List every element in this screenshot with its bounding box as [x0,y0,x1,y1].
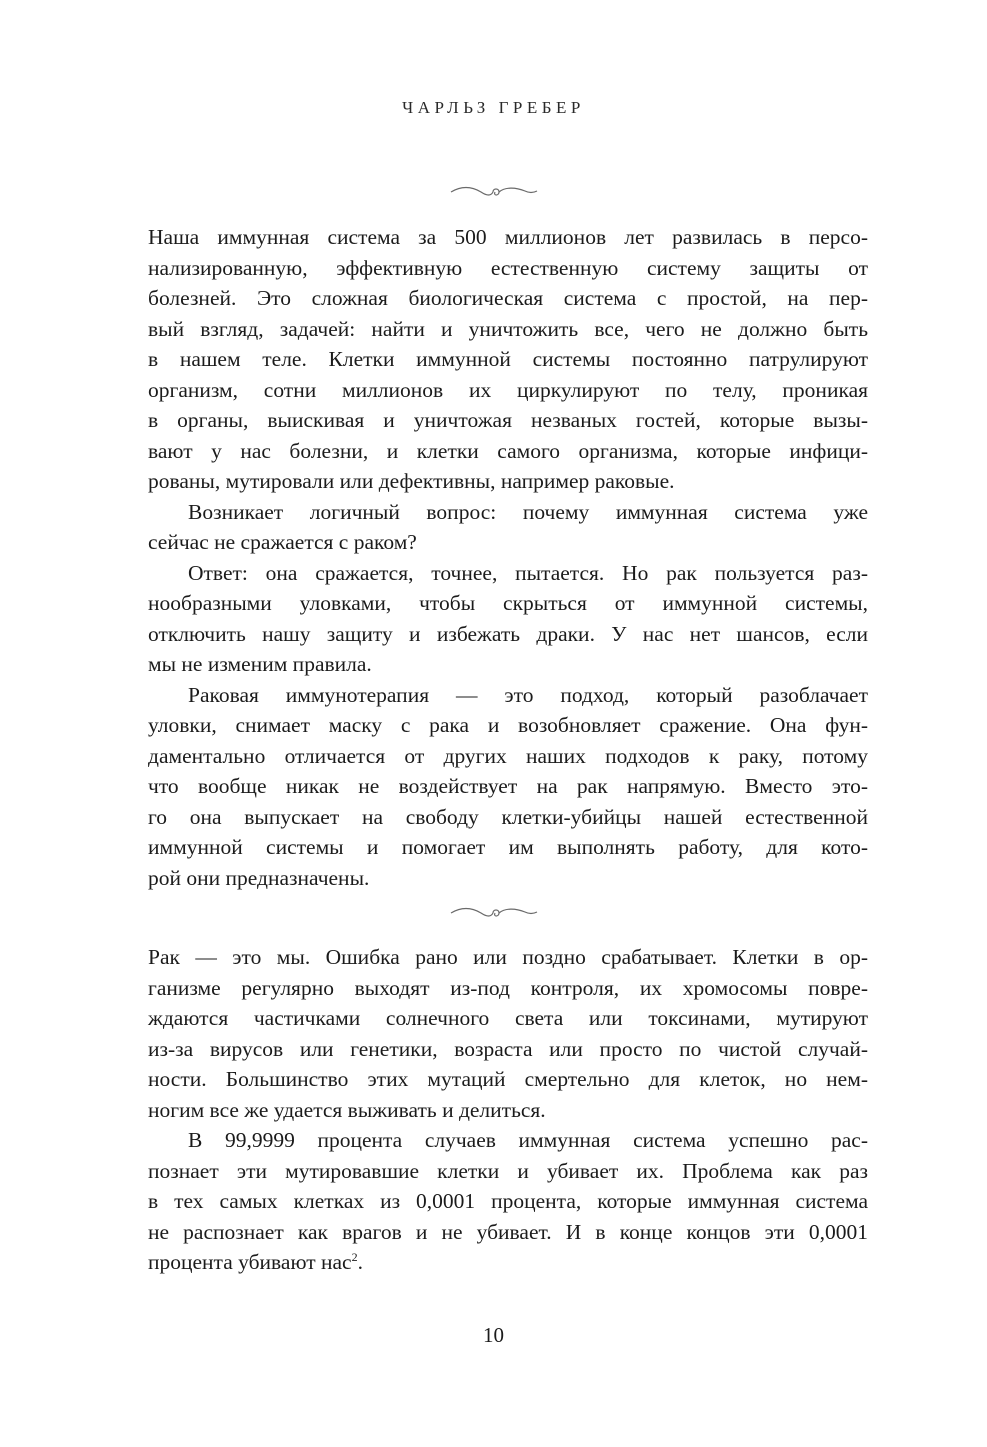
text-line: мы не изменим правила. [148,652,372,676]
text-line: иммунной системы и помогает им выполнять работу, для кото- [148,835,868,859]
text-line: Рак — это мы. Ошибка рано или поздно срабатывает. Клетки в ор- [148,945,868,969]
text-line: уловки, снимает маску с рака и возобновляет сражение. Она фун- [148,713,868,737]
text-line: вают у нас болезни, и клетки самого организма, которые инфици- [148,438,868,463]
text-line: Возникает логичный вопрос: почему иммунная система уже [188,499,868,524]
text-line: не распознает как врагов и не убивает. И в конце концов эти 0,0001 [148,1219,868,1244]
text-line: Раковая иммунотерапия — это подход, который разоблачает [188,682,868,707]
text-line: в органы, выискивая и уничтожая незваных гостей, которые вызы- [148,408,868,432]
text-line: ганизме регулярно выходят из-под контроля, их хромосомы повре- [148,975,868,1000]
text-line: из-за вирусов или генетики, возраста или просто по чистой случай- [148,1036,868,1061]
text-line: нализированную, эффективную естественную систему защиты от [148,255,868,280]
text-line: в нашем теле. Клетки иммунной системы постоянно патрулируют [148,347,868,371]
text-line: болезней. Это сложная биологическая система с простой, на пер- [148,286,868,310]
running-head-author: ЧАРЛЬЗ ГРЕБЕР [402,98,585,117]
text-line: познает эти мутировавшие клетки и убивает их. Проблема как раз [148,1158,868,1183]
text-line: Ответ: она сражается, точнее, пытается. Но рак пользуется раз- [188,560,868,585]
text-line: го она выпускает на свободу клетки-убийцы нашей естественной [148,804,868,829]
text-line: в тех самых клетках из 0,0001 процента, которые иммунная система [148,1189,868,1213]
text-line: ности. Большинство этих мутаций смертельно для клеток, но нем- [148,1067,868,1091]
text-line: организм, сотни миллионов их циркулируют по телу, проникая [148,377,868,402]
sentence-end: . [357,1250,363,1274]
page-number: 10 [483,1323,504,1347]
text-line: Наша иммунная система за 500 миллионов лет развилась в персо- [148,225,868,249]
text-line: нообразными уловками, чтобы скрыться от иммунной системы, [148,591,868,615]
footnote-reference[interactable]: 2 [351,1250,358,1264]
text-line: даментально отличается от других наших подходов к раку, потому [148,743,868,768]
text-line-content: процента убивают нас [148,1250,352,1274]
text-line: В 99,9999 процента случаев иммунная система успешно рас- [188,1128,868,1152]
text-line: сейчас не сражается с раком? [148,530,417,554]
text-line: отключить нашу защиту и избежать драки. У нас нет шансов, если [148,621,868,646]
body-text-section-1 [148,222,868,893]
text-line: вый взгляд, задачей: найти и уничтожить все, чего не должно быть [148,316,868,341]
text-line: рой они предназначены. [148,865,370,890]
text-line: рованы, мутировали или дефективны, например раковые. [148,469,675,493]
flourish-icon [449,182,539,202]
flourish-icon [449,903,539,923]
text-line: что вообще никак не воздействует на рак напрямую. Вместо это- [148,774,868,798]
body-text-section-2 [148,942,868,1278]
section-divider-ornament [0,182,987,202]
text-line: ногим все же удается выживать и делиться. [148,1097,546,1122]
section-divider-ornament [0,903,987,923]
text-line-last [148,1247,868,1278]
text-line: ждаются частичками солнечного света или токсинами, мутируют [148,1006,868,1030]
